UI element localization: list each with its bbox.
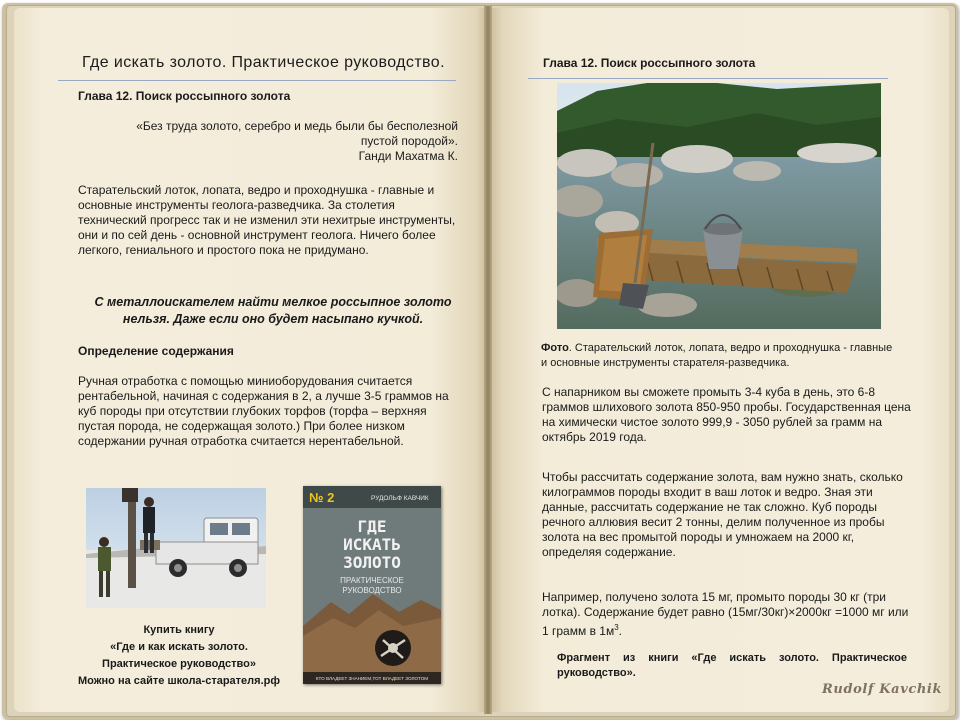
fragment-note: Фрагмент из книги «Где искать золото. Практическое руководство». xyxy=(557,652,907,679)
author-signature: Rudolf Kavchik xyxy=(822,682,943,697)
cover-author: РУДОЛЬФ КАВЧИК xyxy=(371,495,429,502)
section-heading: Определение содержания xyxy=(78,344,234,358)
quote-line: пустой породой». xyxy=(360,134,458,148)
cover-number: № 2 xyxy=(309,490,335,505)
cover-title-line: ЗОЛОТО xyxy=(343,553,401,572)
paragraph-content: Ручная отработка с помощью миниоборудования считается рентабельной, начиная с содержания в 2, а лучше 3-5 граммов на куб породы при отсутствии глубоких торфов (торфа – верхняя пустая порода, не содержащая золото.) При более низком содержании ручная отработка считается нерентабельной. xyxy=(78,374,449,448)
header-rule xyxy=(58,80,456,81)
emphasis-note: С металлоискателем найти мелкое россыпное золото нельзя. Даже если оно будет насыпано кучкой. xyxy=(94,295,452,326)
buy-line: Купить книгу xyxy=(143,624,215,636)
example-text: Например, получено золота 15 мг, промыто породы 30 кг (три лотка). Содержание будет равно (15мг/30кг)×2000кг =1000 мг или 1 грамм в 1м xyxy=(542,590,909,638)
photo-caption xyxy=(541,341,893,371)
cover-subtitle-line: РУКОВОДСТВО xyxy=(342,586,402,595)
quote-author: Ганди Махатма К. xyxy=(358,149,458,163)
buy-line: Практическое руководство» xyxy=(102,658,256,670)
paragraph-example xyxy=(542,590,914,639)
chapter-title-left: Глава 12. Поиск россыпного золота xyxy=(78,89,291,103)
photo-drilling-truck xyxy=(86,488,266,608)
cover-footer: КТО ВЛАДЕЕТ ЗНАНИЕМ,ТОТ ВЛАДЕЕТ ЗОЛОТОМ xyxy=(315,676,429,681)
book-spine xyxy=(484,6,492,714)
caption-text: . Старательский лоток, лопата, ведро и проходнушка - главные и основные инструменты старателя-разведчика. xyxy=(541,342,893,369)
cover-title-line: ИСКАТЬ xyxy=(343,535,401,554)
header-rule-right xyxy=(528,78,888,79)
paragraph-calculation: Чтобы рассчитать содержание золота, вам нужно знать, сколько килограммов породы входит в ваш лоток и ведро. Зная эти данные, рассчитать содержание не так сложно. Куб породы речного аллювия весит 2 тонны, делим полученное из пробы золота на вес промытой породы и умножаем на 2000 кг, определяя содержание. xyxy=(542,470,903,559)
cover-subtitle-line: ПРАКТИЧЕСКОЕ xyxy=(340,576,404,585)
quote-line: «Без труда золото, серебро и медь были бы бесполезной xyxy=(136,119,458,133)
example-end: . xyxy=(618,624,622,638)
buy-book-note xyxy=(72,622,286,690)
cover-title-line: ГДЕ xyxy=(357,517,387,536)
cubic-superscript: 3 xyxy=(614,623,619,632)
buy-site-line[interactable]: Можно на сайте школа-старателя.рф xyxy=(78,675,280,687)
paragraph-tools: Старательский лоток, лопата, ведро и проходнушка - главные и основные инструменты геолога-разведчика. За столетия технический прогресс так и не изменил эти нехитрые инструменты, они и по сей день - основной инструмент геолога. Ничего более легкого, гениального и простого пока не придумано. xyxy=(78,183,456,257)
epigraph-quote xyxy=(100,119,458,164)
buy-line: «Где и как искать золото. xyxy=(110,641,248,653)
paragraph-yield: С напарником вы сможете промыть 3-4 куба в день, это 6-8 граммов шлихового золота 850-950 пробы. Государственная цена на химически чистое золото 999,9 - 3050 рублей за грамм на октябрь 2019 года. xyxy=(542,385,911,444)
caption-label: Фото xyxy=(541,342,569,354)
photo-prospecting-tools xyxy=(557,83,881,329)
page-header-title: Где искать золото. Практическое руководство. xyxy=(82,54,445,71)
chapter-title-right: Глава 12. Поиск россыпного золота xyxy=(543,56,756,70)
book-cover-image[interactable] xyxy=(303,486,441,684)
